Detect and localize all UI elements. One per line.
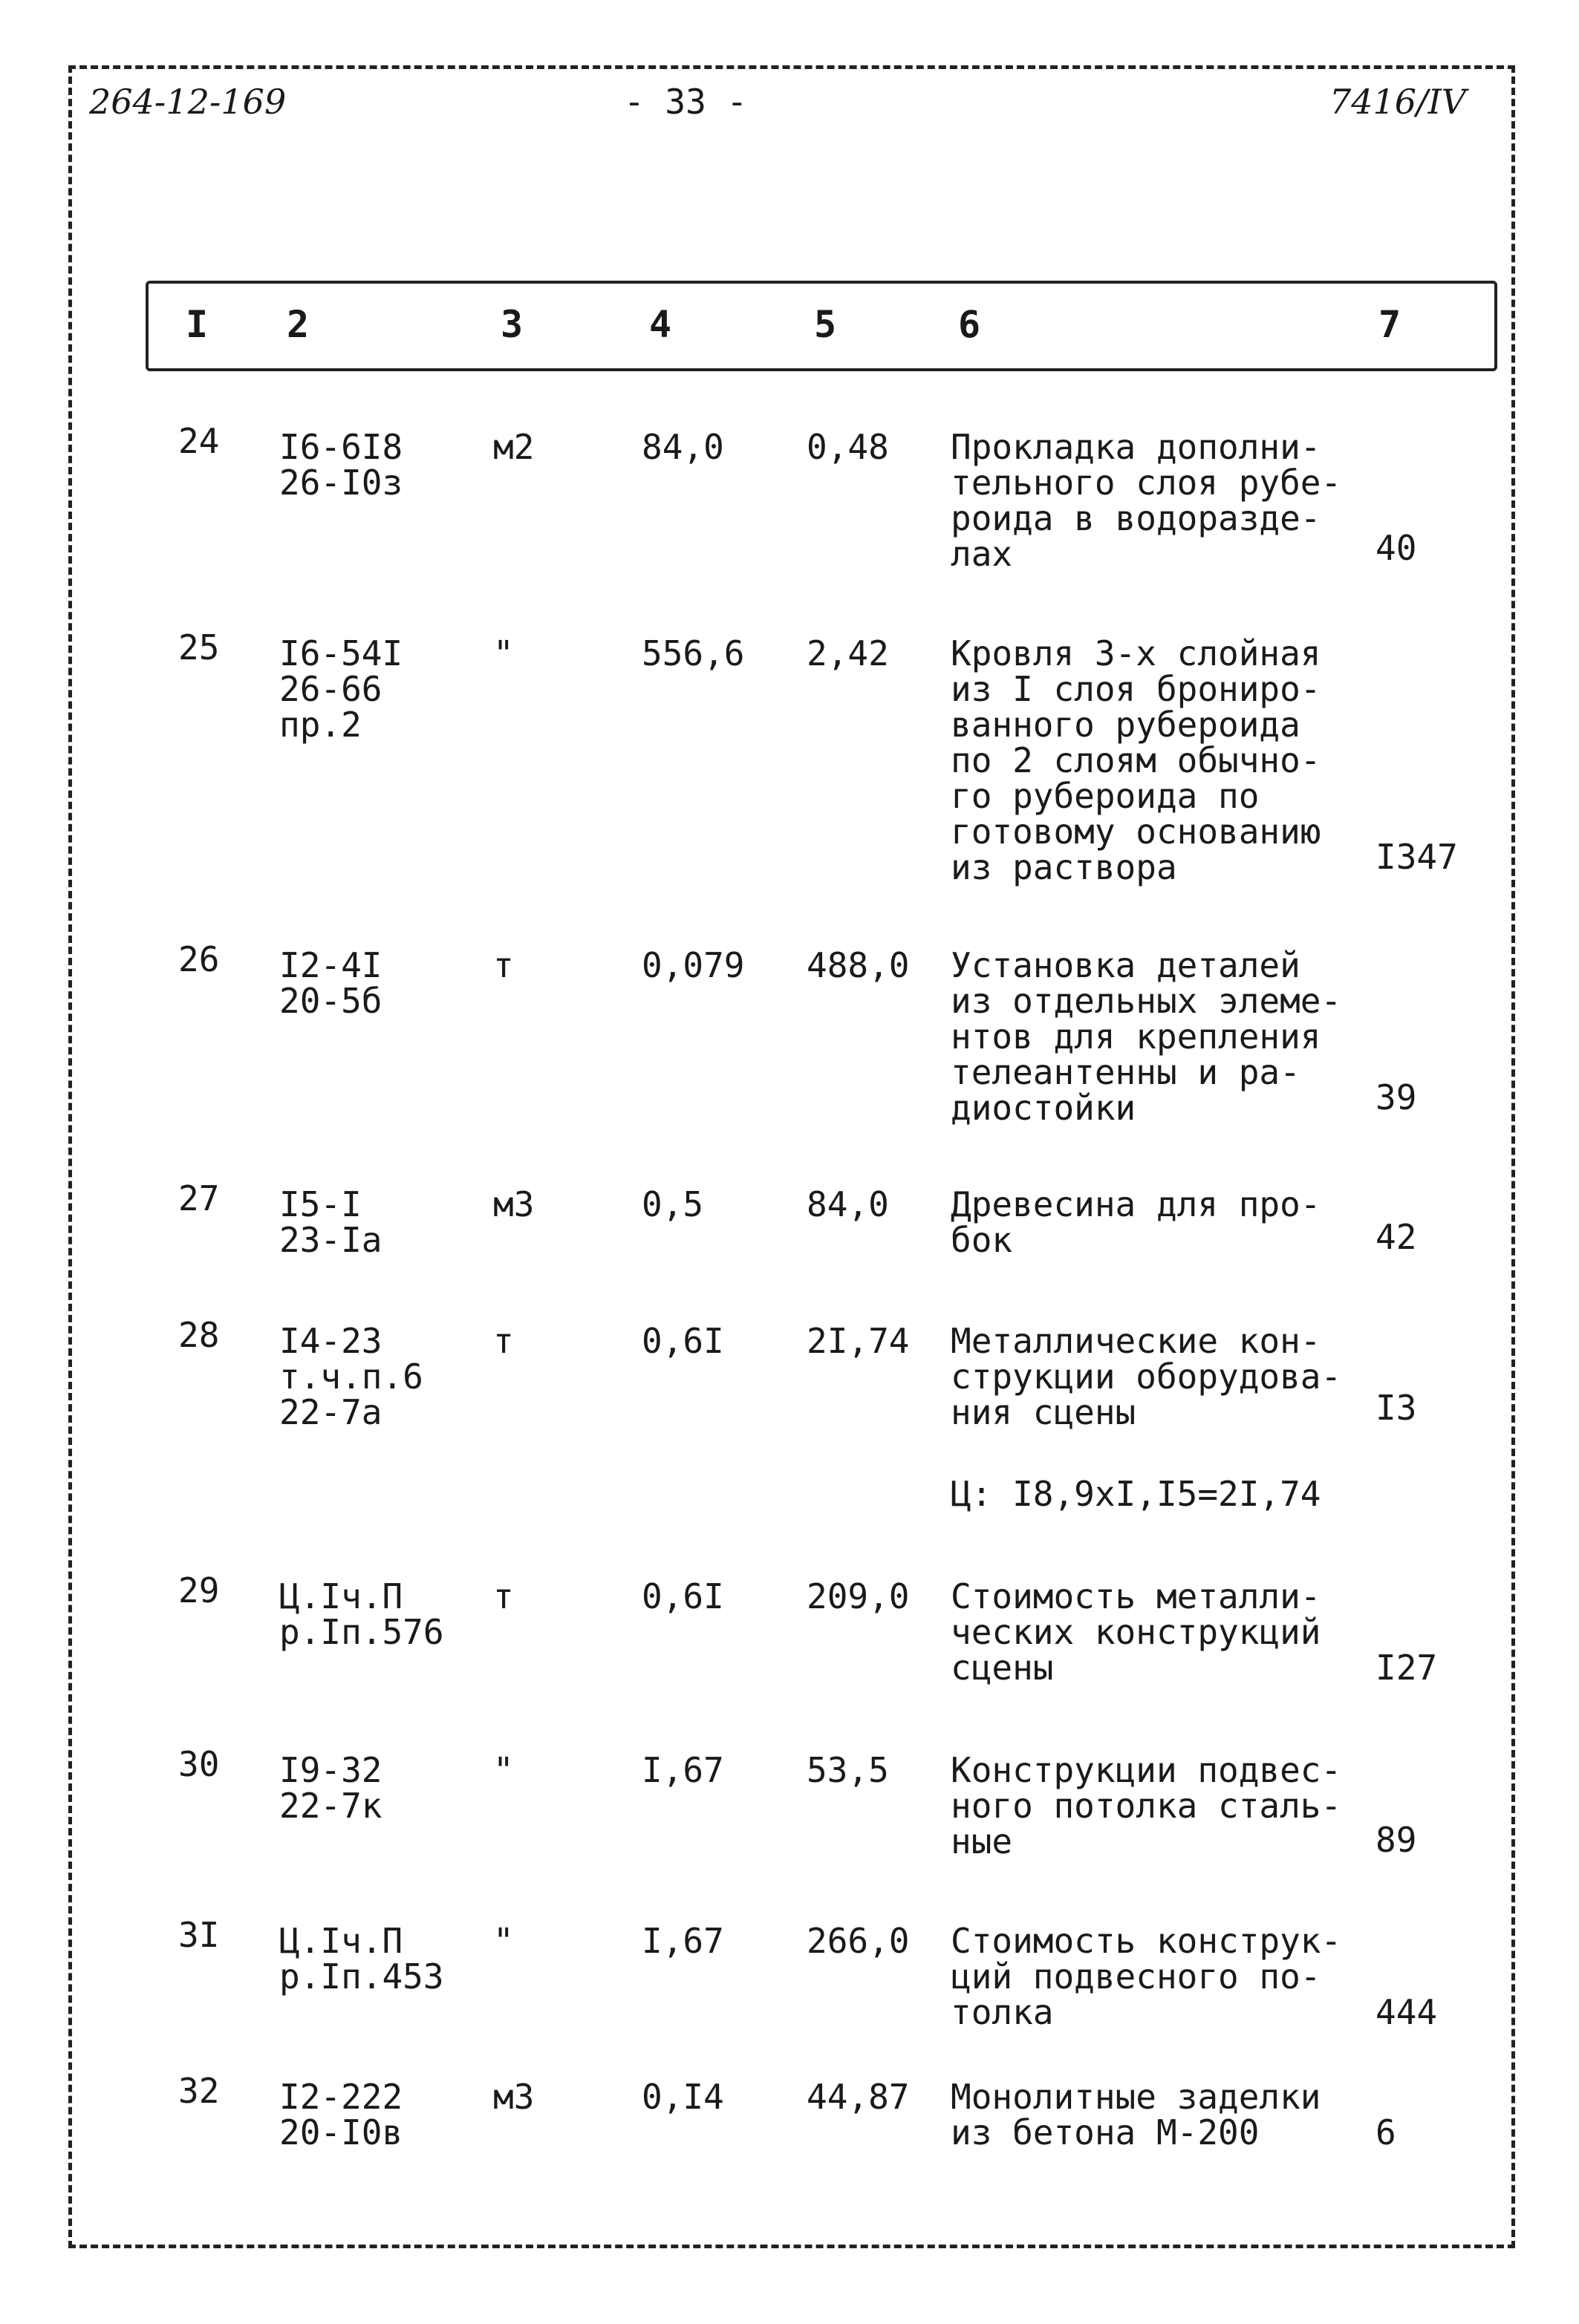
row-number: 26 <box>178 939 220 979</box>
unit: м3 <box>493 2077 535 2117</box>
row-number: 28 <box>178 1315 220 1355</box>
unit-price: 84,0 <box>807 1184 889 1224</box>
column-header-5: 5 <box>814 303 837 346</box>
total-cost: 89 <box>1375 1820 1417 1860</box>
total-cost: 40 <box>1375 528 1417 568</box>
work-description: Прокладка дополни- тельного слоя рубе- роида в водоразде- лах <box>951 427 1342 574</box>
unit-price: 209,0 <box>807 1576 910 1616</box>
unit: т <box>493 1321 514 1361</box>
total-cost: 42 <box>1375 1217 1417 1257</box>
quantity: 556,6 <box>642 633 745 673</box>
work-description: Металлические кон- струкции оборудова- ния сцены <box>951 1321 1342 1432</box>
row-number: 29 <box>178 1570 220 1610</box>
row-number: 24 <box>178 421 220 461</box>
unit: т <box>493 945 514 985</box>
work-description: Стоимость металли- ческих конструкций сцены <box>951 1576 1321 1688</box>
row-number: 30 <box>178 1744 220 1784</box>
unit-price: 266,0 <box>807 1921 910 1961</box>
unit: т <box>493 1576 514 1616</box>
work-description: Кровля 3-х слойная из I слоя брониро- ванного рубероида по 2 слоям обычно- го рубероида по готовому основанию из раствора <box>951 633 1321 887</box>
norm-code: I6-54I 26-66 пр.2 <box>279 633 403 745</box>
archive-code: 7416/IV <box>1329 82 1466 122</box>
column-header-4: 4 <box>649 303 672 346</box>
total-cost: 6 <box>1375 2112 1396 2152</box>
norm-code: Ц.Iч.П р.Iп.576 <box>279 1576 444 1652</box>
price-calculation-note: Ц: I8,9хI,I5=2I,74 <box>951 1474 1321 1514</box>
total-cost: I347 <box>1375 837 1458 877</box>
total-cost: 39 <box>1375 1077 1417 1117</box>
column-header-6: 6 <box>958 303 981 346</box>
unit: " <box>493 633 514 673</box>
column-header-3: 3 <box>501 303 524 346</box>
work-description: Стоимость конструк- ций подвесного по- толка <box>951 1921 1342 2032</box>
quantity: I,67 <box>642 1750 724 1790</box>
quantity: 0,I4 <box>642 2077 724 2117</box>
unit-price: 2,42 <box>807 633 889 673</box>
unit: м2 <box>493 427 535 467</box>
unit-price: 44,87 <box>807 2077 910 2117</box>
row-number: 27 <box>178 1178 220 1218</box>
work-description: Конструкции подвес- ного потолка сталь- ные <box>951 1750 1342 1861</box>
column-header-row <box>146 281 1497 371</box>
norm-code: I9-32 22-7к <box>279 1750 382 1826</box>
page-number: - 33 - <box>624 82 748 122</box>
norm-code: I6-6I8 26-I0з <box>279 427 403 503</box>
row-number: 32 <box>178 2071 220 2111</box>
column-header-7: 7 <box>1378 303 1401 346</box>
unit-price: 0,48 <box>807 427 889 467</box>
quantity: 0,079 <box>642 945 745 985</box>
total-cost: I3 <box>1375 1388 1417 1428</box>
norm-code: I5-I 23-Iа <box>279 1184 382 1260</box>
column-header-2: 2 <box>287 303 310 346</box>
unit-price: 53,5 <box>807 1750 889 1790</box>
row-number: 25 <box>178 627 220 668</box>
document-code: 264-12-169 <box>89 82 287 122</box>
unit: " <box>493 1921 514 1961</box>
unit: м3 <box>493 1184 535 1224</box>
total-cost: I27 <box>1375 1648 1438 1688</box>
norm-code: I2-222 20-I0в <box>279 2077 403 2152</box>
norm-code: Ц.Iч.П р.Iп.453 <box>279 1921 444 1997</box>
unit-price: 488,0 <box>807 945 910 985</box>
column-header-1: I <box>186 303 209 346</box>
quantity: I,67 <box>642 1921 724 1961</box>
work-description: Установка деталей из отдельных элеме- нтов для крепления телеантенны и ра- диостойки <box>951 945 1342 1128</box>
work-description: Монолитные заделки из бетона М-200 <box>951 2077 1321 2152</box>
work-description: Древесина для про- бок <box>951 1184 1321 1260</box>
norm-code: I2-4I 20-5б <box>279 945 382 1021</box>
quantity: 0,5 <box>642 1184 704 1224</box>
quantity: 84,0 <box>642 427 724 467</box>
quantity: 0,6I <box>642 1321 724 1361</box>
quantity: 0,6I <box>642 1576 724 1616</box>
row-number: 3I <box>178 1915 220 1955</box>
unit: " <box>493 1750 514 1790</box>
total-cost: 444 <box>1375 1992 1438 2032</box>
unit-price: 2I,74 <box>807 1321 910 1361</box>
norm-code: I4-23 т.ч.п.6 22-7а <box>279 1321 423 1432</box>
